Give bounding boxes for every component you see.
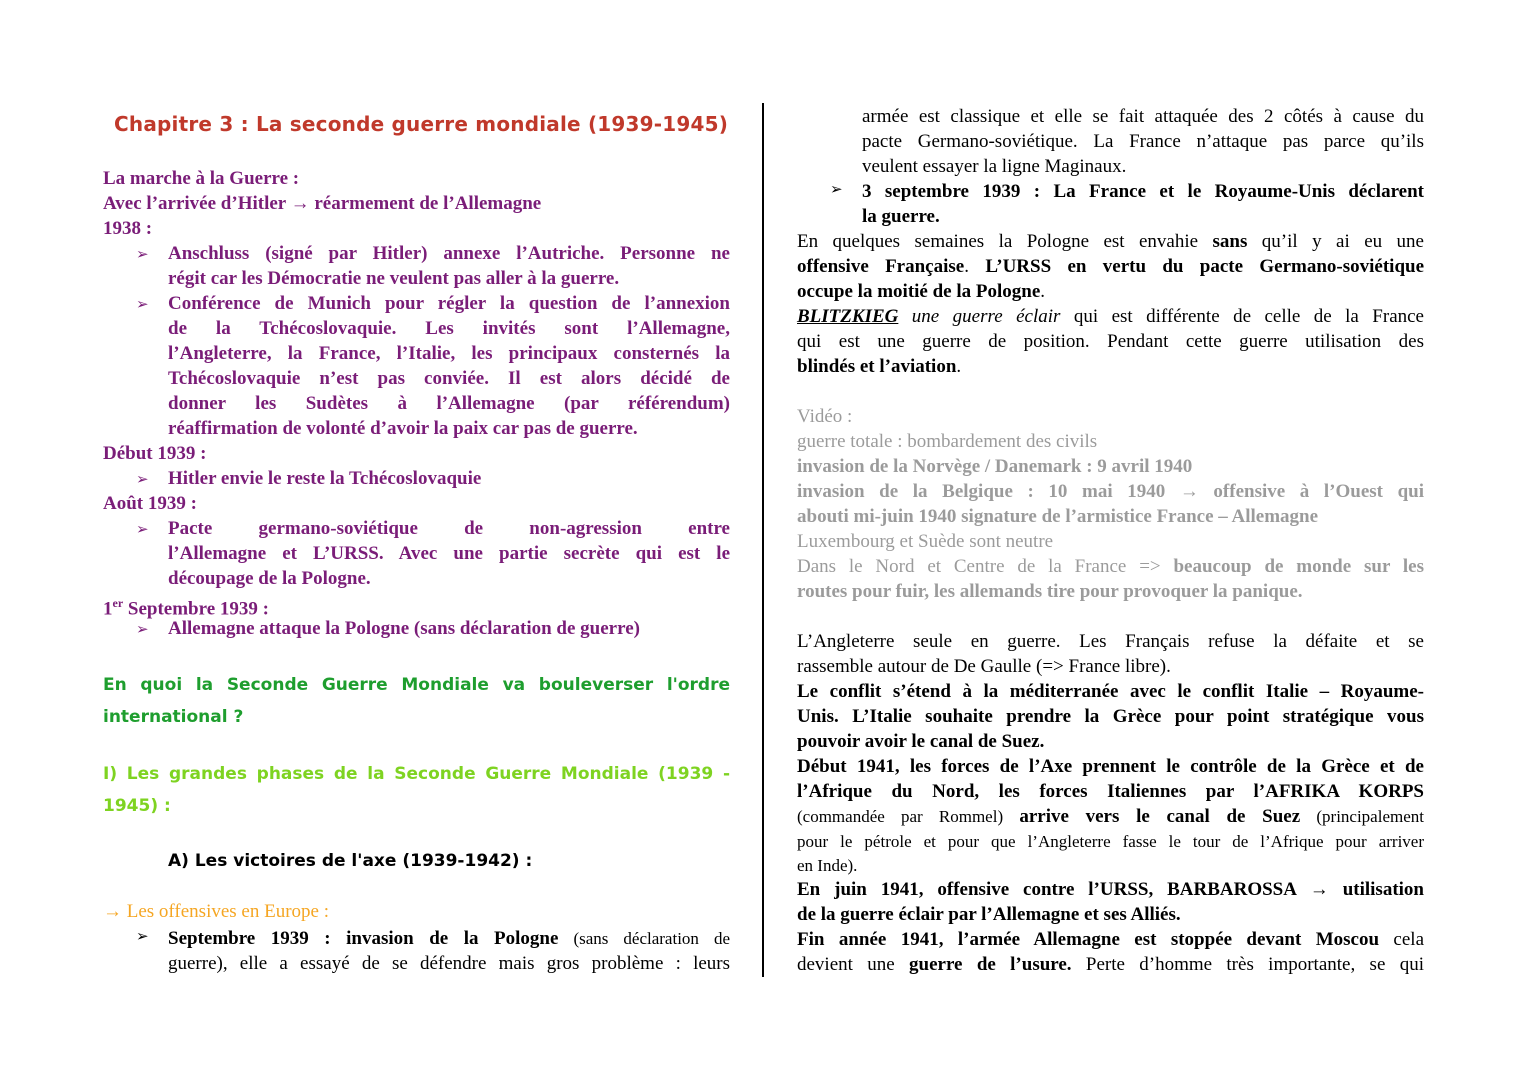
- video-line-5: Luxembourg et Suède sont neutre: [797, 531, 1054, 552]
- septembre-line-1: Septembre 1939 : invasion de la Pologne (sans déclaration de: [168, 928, 730, 949]
- phase-heading-2: 1945) :: [103, 796, 171, 816]
- right-line-6: En quelques semaines la Pologne est envahie sans qu’il y ai eu une: [797, 231, 1424, 252]
- anschluss-line-2: régit car les Démocratie ne veulent pas aller à la guerre.: [168, 268, 620, 289]
- after-line-13: Fin année 1941, l’armée Allemagne est stoppée devant Moscou cela: [797, 929, 1425, 950]
- aout-1939: Août 1939 :: [103, 493, 197, 514]
- munich-line-5: donner les Sudètes à l’Allemagne (par référendum): [168, 393, 730, 414]
- video-line-4: abouti mi-juin 1940 signature de l’armistice France – Allemagne: [797, 506, 1319, 527]
- after-line-6: Début 1941, les forces de l’Axe prennent le contrôle de la Grèce et de: [797, 756, 1424, 777]
- arrowhead-bullet-icon: ➢: [136, 520, 149, 538]
- arrowhead-bullet-icon: ➢: [830, 180, 843, 198]
- after-line-10: en Inde).: [797, 856, 858, 875]
- after-line-2: rassemble autour de De Gaulle (=> France libre).: [797, 656, 1171, 677]
- right-line-4: 3 septembre 1939 : La France et le Royaume-Unis déclarent: [862, 181, 1424, 202]
- right-line-1: armée est classique et elle se fait attaquée des 2 côtés à cause du: [862, 106, 1424, 127]
- after-line-3: Le conflit s’étend à la méditerranée avec le conflit Italie – Royaume-: [797, 681, 1424, 702]
- right-line-5: la guerre.: [862, 206, 940, 227]
- after-line-5: pouvoir avoir le canal de Suez.: [797, 731, 1045, 752]
- pacte-line-2: l’Allemagne et L’URSS. Avec une partie secrète qui est le: [168, 543, 730, 564]
- pacte-line-3: découpage de la Pologne.: [168, 568, 371, 589]
- arrowhead-bullet-icon: ➢: [136, 295, 149, 313]
- right-line-7: offensive Française. L’URSS en vertu du pacte Germano-soviétique: [797, 256, 1425, 277]
- septembre-line-2: guerre), elle a essayé de se défendre mais gros problème : leurs: [168, 953, 730, 974]
- year-1938: 1938 :: [103, 218, 153, 239]
- phase-heading-1: I) Les grandes phases de la Seconde Guerre Mondiale (1939 -: [103, 764, 730, 784]
- right-line-11: blindés et l’aviation.: [797, 356, 962, 377]
- marche-heading: La marche à la Guerre :: [103, 168, 300, 189]
- anschluss-line-1: Anschluss (signé par Hitler) annexe l’Autriche. Personne ne: [168, 243, 730, 264]
- chapter-title: Chapitre 3 : La seconde guerre mondiale (1939-1945): [114, 112, 729, 136]
- munich-line-6: réaffirmation de volonté d’avoir la paix car pas de guerre.: [168, 418, 638, 439]
- after-line-7: l’Afrique du Nord, les forces Italiennes par l’AFRIKA KORPS: [797, 781, 1424, 802]
- munich-line-1: Conférence de Munich pour régler la question de l’annexion: [168, 293, 730, 314]
- after-line-14: devient une guerre de l’usure. Perte d’homme très importante, se qui: [797, 954, 1424, 975]
- arrowhead-bullet-icon: ➢: [136, 927, 149, 945]
- arrowhead-bullet-icon: ➢: [136, 470, 149, 488]
- column-divider: [762, 103, 764, 977]
- debut-1939: Début 1939 :: [103, 443, 207, 464]
- video-heading: Vidéo :: [797, 406, 853, 427]
- video-line-3: invasion de la Belgique : 10 mai 1940 → offensive à l’Ouest qui: [797, 481, 1424, 502]
- question-line-2: international ?: [103, 707, 244, 727]
- video-line-6: Dans le Nord et Centre de la France => beaucoup de monde sur les: [797, 556, 1424, 577]
- hitler-envie: Hitler envie le reste la Tchécoslovaquie: [168, 468, 482, 489]
- right-line-10: qui est une guerre de position. Pendant cette guerre utilisation des: [797, 331, 1424, 352]
- hitler-line: Avec l’arrivée d’Hitler → réarmement de l’Allemagne: [103, 193, 542, 214]
- offensives-heading: → Les offensives en Europe :: [103, 901, 330, 922]
- right-line-3: veulent essayer la ligne Maginaux.: [862, 156, 1127, 177]
- right-line-2: pacte Germano-soviétique. La France n’attaque pas parce qu’ils: [862, 131, 1424, 152]
- munich-line-2: de la Tchécoslovaquie. Les invités sont l’Allemagne,: [168, 318, 730, 339]
- pacte-line-1: Pacte germano-soviétique de non-agression entre: [168, 518, 730, 539]
- after-line-1: L’Angleterre seule en guerre. Les Français refuse la défaite et se: [797, 631, 1424, 652]
- question-line-1: En quoi la Seconde Guerre Mondiale va bouleverser l'ordre: [103, 675, 730, 695]
- after-line-4: Unis. L’Italie souhaite prendre la Grèce pour point stratégique vous: [797, 706, 1424, 727]
- after-line-12: de la guerre éclair par l’Allemagne et ses Alliés.: [797, 904, 1181, 925]
- right-line-8: occupe la moitié de la Pologne.: [797, 281, 1046, 302]
- video-line-7: routes pour fuir, les allemands tire pour provoquer la panique.: [797, 581, 1303, 602]
- subheading-a: A) Les victoires de l'axe (1939-1942) :: [168, 851, 533, 871]
- after-line-8: (commandée par Rommel) arrive vers le canal de Suez (principalement: [797, 806, 1424, 827]
- after-line-11: En juin 1941, offensive contre l’URSS, BARBAROSSA → utilisation: [797, 879, 1424, 900]
- video-line-2: invasion de la Norvège / Danemark : 9 avril 1940: [797, 456, 1193, 477]
- munich-line-3: l’Angleterre, la France, l’Italie, les principaux consternés la: [168, 343, 730, 364]
- munich-line-4: Tchécoslovaquie n’est pas conviée. Il est alors décidé de: [168, 368, 730, 389]
- allemagne-attaque: Allemagne attaque la Pologne (sans déclaration de guerre): [168, 618, 640, 639]
- sept-1939-heading: 1er Septembre 1939 :: [103, 596, 269, 620]
- arrowhead-bullet-icon: ➢: [136, 245, 149, 263]
- right-line-9: BLITZKIEG une guerre éclair qui est différente de celle de la France: [797, 306, 1424, 327]
- arrowhead-bullet-icon: ➢: [136, 620, 149, 638]
- video-line-1: guerre totale : bombardement des civils: [797, 431, 1098, 452]
- after-line-9: pour le pétrole et pour que l’Angleterre fasse le tour de l’Afrique pour arriver: [797, 832, 1424, 851]
